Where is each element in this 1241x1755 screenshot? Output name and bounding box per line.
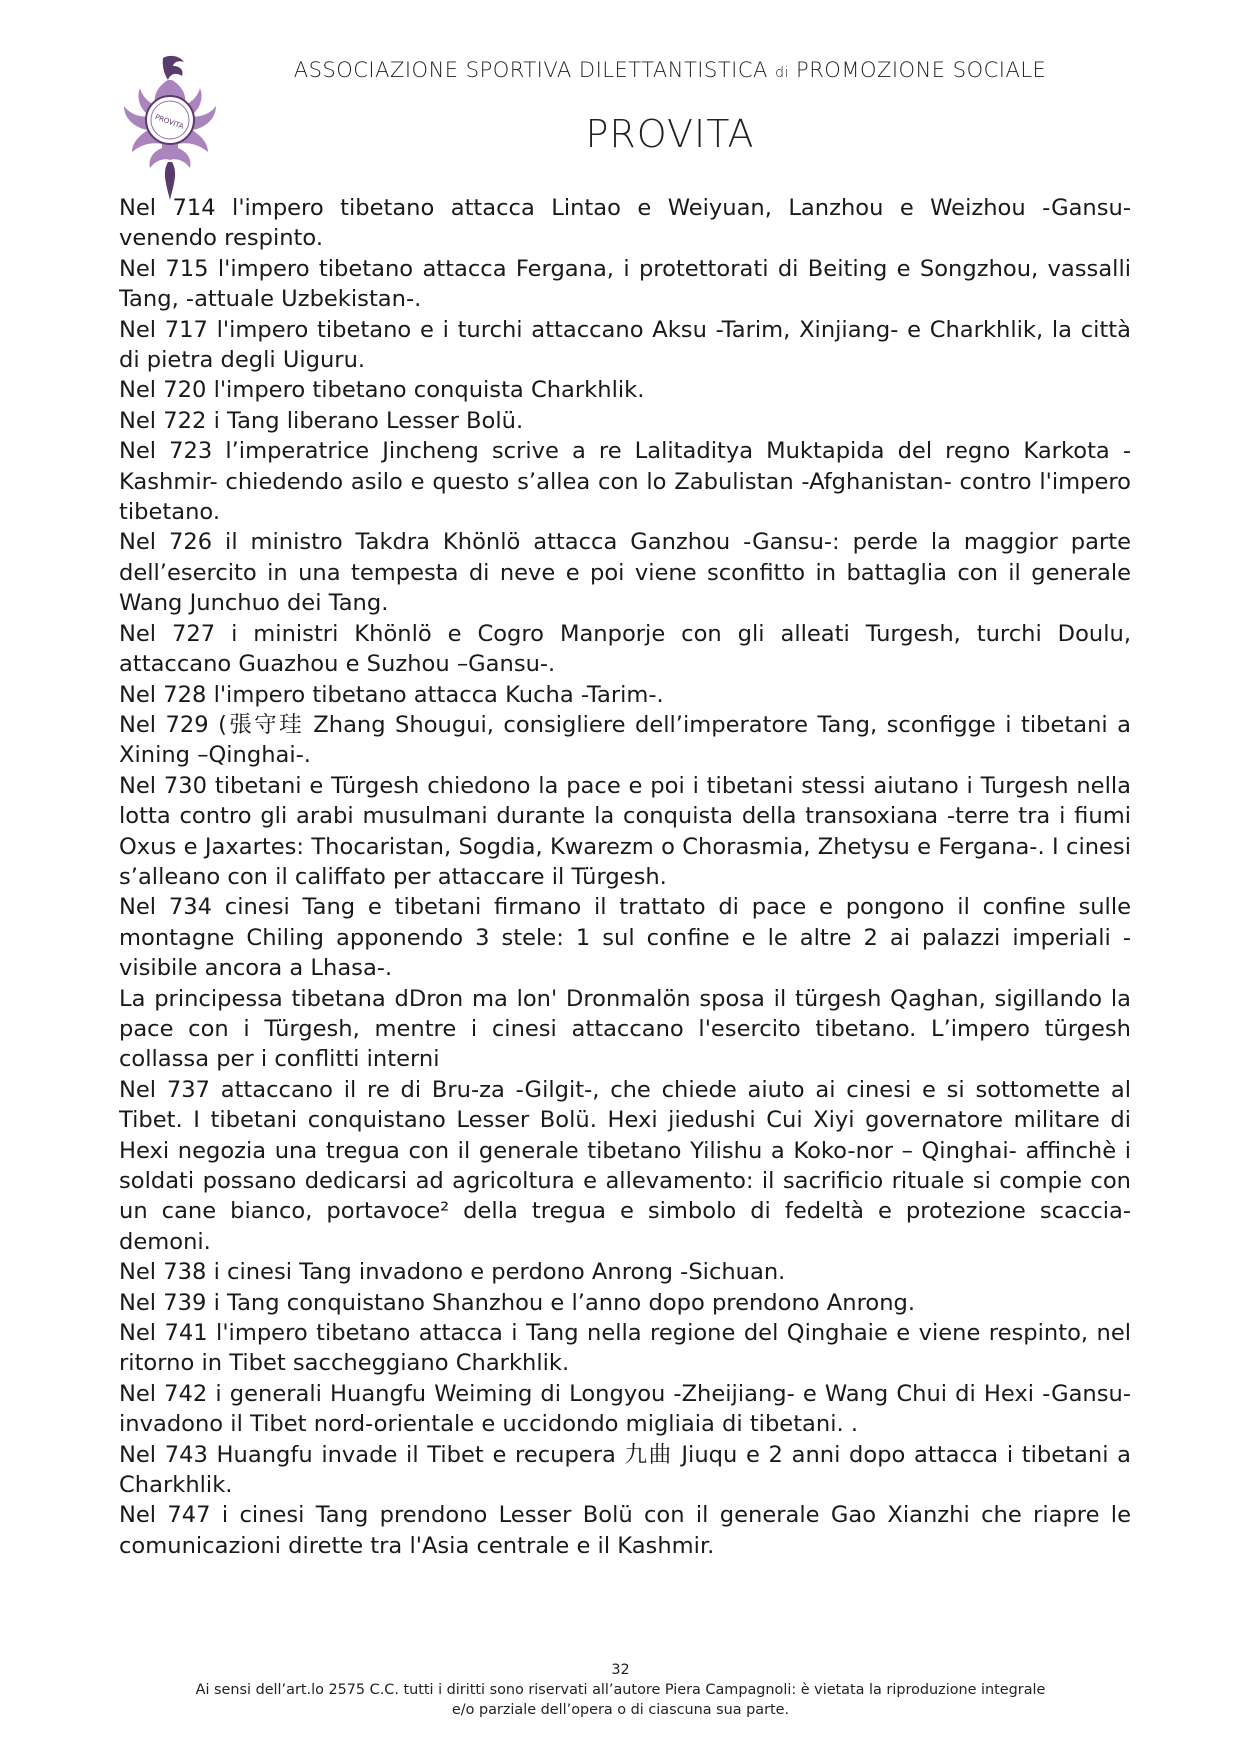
page-number: 32 bbox=[611, 1662, 630, 1678]
organization-name-right: PROMOZIONE SOCIALE bbox=[796, 58, 1047, 82]
page-title: PROVITA bbox=[585, 112, 755, 156]
paragraph: Nel 734 cinesi Tang e tibetani firmano il trattato di pace e pongono il confine sulle montagne Chiling apponendo 3 stele: 1 sul confine e le altre 2 ai palazzi imperiali -visibile ancora a Lhasa-. bbox=[119, 894, 1131, 982]
paragraph: Nel 717 l'impero tibetano e i turchi attaccano Aksu -Tarim, Xinjiang- e Charkhlik, la città di pietra degli Uiguru. bbox=[119, 316, 1131, 374]
paragraph: La principessa tibetana dDron ma lon' Dronmalön sposa il türgesh Qaghan, sigillando la pace con i Türgesh, mentre i cinesi attaccano l'esercito tibetano. L’impero türgesh collassa per i conflitti interni bbox=[119, 985, 1131, 1073]
paragraph: Nel 714 l'impero tibetano attacca Lintao e Weiyuan, Lanzhou e Weizhou -Gansu- venendo respinto. bbox=[119, 195, 1131, 252]
copyright-notice-line-2: e/o parziale dell’opera o di ciascuna sua parte. bbox=[451, 1702, 790, 1718]
paragraph: Nel 722 i Tang liberano Lesser Bolü. bbox=[119, 407, 524, 434]
paragraph: Nel 728 l'impero tibetano attacca Kucha -Tarim-. bbox=[119, 681, 664, 708]
paragraph: Nel 727 i ministri Khönlö e Cogro Manporje con gli alleati Turgesh, turchi Doulu, attaccano Guazhou e Suzhou –Gansu-. bbox=[119, 620, 1131, 678]
paragraph: Nel 729 (張守珪 Zhang Shougui, consigliere dell’imperatore Tang, sconfigge i tibetani a Xining –Qinghai-. bbox=[119, 711, 1131, 769]
document-body bbox=[119, 193, 1131, 1561]
copyright-notice-line-1: Ai sensi dell’art.lo 2575 C.C. tutti i diritti sono riservati all’autore Piera Campagnoli: è vietata la riproduzione integrale bbox=[195, 1682, 1046, 1698]
organization-name bbox=[210, 58, 1130, 82]
page-footer bbox=[100, 1660, 1141, 1720]
paragraph: Nel 723 l’imperatrice Jincheng scrive a re Lalitaditya Muktapida del regno Karkota -Kashmir- chiedendo asilo e questo s’allea con lo Zabulistan -Afghanistan- contro l'impero tibetano. bbox=[119, 438, 1131, 526]
organization-name-left: ASSOCIAZIONE SPORTIVA DILETTANTISTICA bbox=[293, 58, 768, 82]
provita-logo bbox=[118, 52, 224, 202]
paragraph: Nel 720 l'impero tibetano conquista Charkhlik. bbox=[119, 377, 645, 404]
paragraph: Nel 742 i generali Huangfu Weiming di Longyou -Zheijiang- e Wang Chui di Hexi -Gansu- invadono il Tibet nord-orientale e uccidondo migliaia di tibetani. . bbox=[119, 1380, 1131, 1438]
paragraph: Nel 741 l'impero tibetano attacca i Tang nella regione del Qinghaie e viene respinto, nel ritorno in Tibet saccheggiano Charkhlik. bbox=[119, 1320, 1131, 1377]
logo-dragon-head bbox=[163, 56, 184, 80]
paragraph: Nel 715 l'impero tibetano attacca Fergana, i protettorati di Beiting e Songzhou, vassalli Tang, -attuale Uzbekistan-. bbox=[119, 255, 1131, 313]
paragraph: Nel 726 il ministro Takdra Khönlö attacca Ganzhou -Gansu-: perde la maggior parte dell’esercito in una tempesta di neve e poi viene sconfitto in battaglia con il generale Wang Junchuo dei Tang. bbox=[119, 529, 1131, 617]
paragraph: Nel 739 i Tang conquistano Shanzhou e l’anno dopo prendono Anrong. bbox=[119, 1289, 916, 1316]
paragraph: Nel 730 tibetani e Türgesh chiedono la pace e poi i tibetani stessi aiutano i Turgesh nella lotta contro gli arabi musulmani durante la conquista della transoxiana -terre tra i fiumi Oxus e Jaxartes: Thocaristan, Sogdia, Kwarezm o Chorasmia, Zhetysu e Fergana-. I cinesi s’alleano con il califfato per attaccare il Türgesh. bbox=[119, 772, 1131, 890]
paragraph: Nel 737 attaccano il re di Bru-za -Gilgit-, che chiede aiuto ai cinesi e si sottomette al Tibet. I tibetani conquistano Lesser Bolü. Hexi jiedushi Cui Xiyi governatore militare di Hexi negozia una tregua con il generale tibetano Yilishu a Koko-nor – Qinghai- affinchè i soldati possano dedicarsi ad agricoltura e allevamento: il sacrificio rituale si compie con un cane bianco, portavoce² della tregua e simbolo di fedeltà e protezione scaccia-demoni. bbox=[119, 1076, 1131, 1255]
paragraph: Nel 743 Huangfu invade il Tibet e recupera 九曲 Jiuqu e 2 anni dopo attacca i tibetani a Charkhlik. bbox=[119, 1441, 1131, 1499]
paragraph: Nel 738 i cinesi Tang invadono e perdono Anrong -Sichuan. bbox=[119, 1259, 786, 1286]
paragraph: Nel 747 i cinesi Tang prendono Lesser Bolü con il generale Gao Xianzhi che riapre le comunicazioni dirette tra l'Asia centrale e il Kashmir. bbox=[119, 1502, 1131, 1559]
organization-name-di: di bbox=[775, 65, 789, 81]
logo-text: PROVITA bbox=[153, 113, 185, 131]
